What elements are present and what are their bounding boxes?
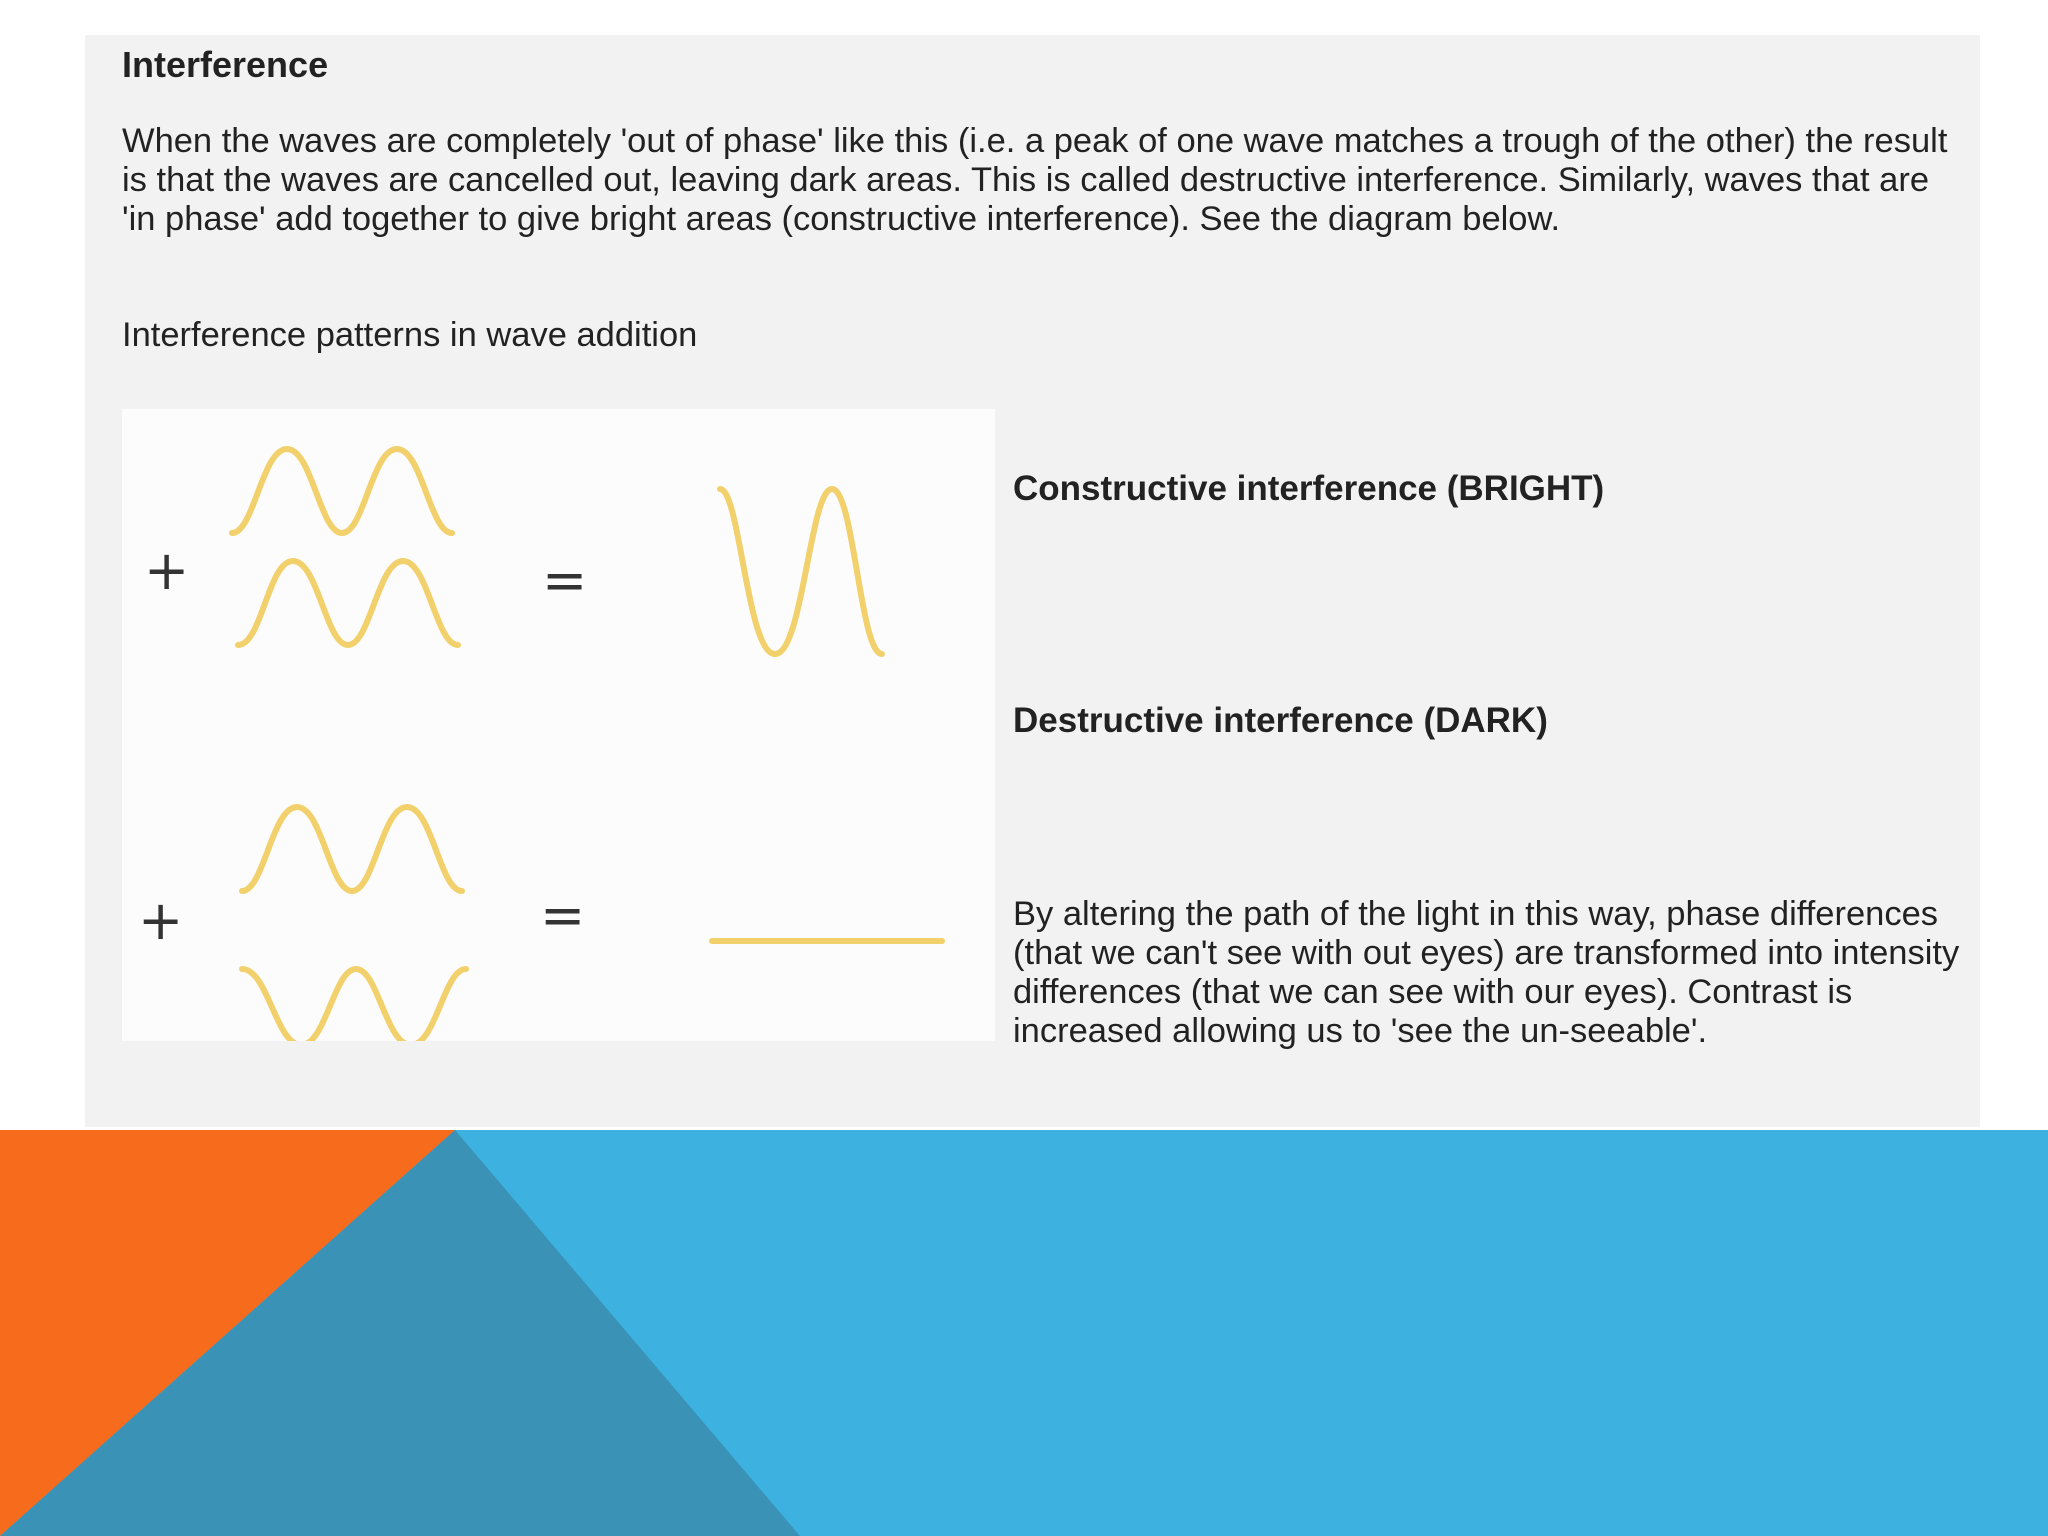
plus-sign-constructive: + (144, 539, 190, 602)
destructive-label: Destructive interference (DARK) (1013, 701, 1548, 740)
constructive-wave-1 (232, 449, 452, 533)
constructive-result-wave (720, 489, 882, 654)
wave-diagram-graphic (122, 409, 995, 1041)
constructive-label: Constructive interference (BRIGHT) (1013, 469, 1605, 508)
destructive-wave-1 (242, 807, 462, 891)
equals-sign-destructive: = (540, 884, 586, 947)
interference-diagram (122, 409, 995, 1041)
constructive-wave-2 (238, 561, 458, 645)
plus-sign-destructive: + (138, 889, 184, 952)
destructive-wave-2 (242, 969, 466, 1041)
content-panel (85, 35, 1980, 1127)
diagram-caption: Interference patterns in wave addition (122, 316, 698, 354)
intro-paragraph: When the waves are completely 'out of phase' like this (i.e. a peak of one wave matches a trough of the other) the result is that the waves are cancelled out, leaving dark areas. This is called destructive interference. Similarly, waves that are 'in phase' add together to give bright areas (constructive interference). See the diagram below. (122, 122, 1948, 238)
slide-heading: Interference (122, 44, 329, 85)
equals-sign-constructive: = (542, 549, 588, 612)
explanation-paragraph: By altering the path of the light in this way, phase differences (that we can't see with out eyes) are transformed into intensity differences (that we can see with our eyes). Contrast is increased allowing us to 'see the un-seeable'. (1013, 895, 1960, 1050)
